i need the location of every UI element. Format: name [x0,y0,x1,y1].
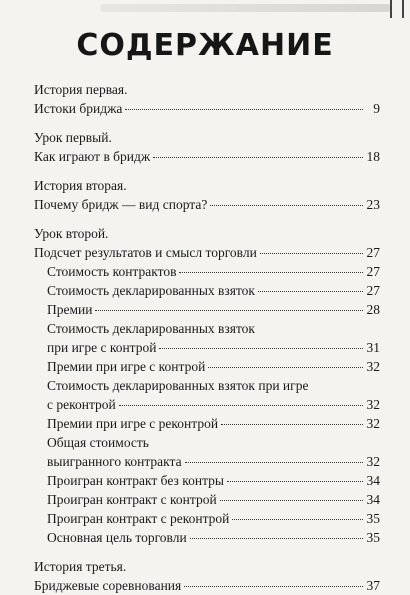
toc-page-number: 27 [366,283,380,298]
leader-dots [190,538,363,539]
toc-page-number: 27 [366,245,380,260]
toc-page-number: 9 [373,101,380,116]
toc-entry-title: Премии [47,302,93,317]
toc-entry-title: Проигран контракт с контрой [47,492,217,507]
toc-subentry[interactable] [34,281,380,300]
toc-entry-title: Премии при игре с реконтрой [47,416,219,431]
toc-entry[interactable] [34,147,380,166]
toc-page-number: 37 [366,578,380,593]
leader-dots [125,109,363,110]
leader-dots [221,424,363,425]
toc-subentry-heading: Стоимость декларированных взяток [47,321,255,336]
leader-dots [153,157,363,158]
leader-dots [227,481,363,482]
toc-entry[interactable] [34,195,380,214]
table-of-contents [34,80,380,595]
toc-page-number: 27 [366,264,380,279]
page-header-strip [0,0,410,22]
toc-page-number: 31 [366,340,380,355]
toc-entry[interactable] [34,99,380,118]
toc-entry-title: Почему бридж — вид спорта? [34,197,208,212]
toc-subentry[interactable] [34,528,380,547]
toc-section-heading: Урок второй. [34,226,109,241]
toc-entry-title: Подсчет результатов и смысл торговли [34,245,257,260]
toc-entry-title: выигранного контракта [47,454,182,469]
toc-entry-title: Истоки бриджа [34,101,123,116]
toc-subentry[interactable] [34,300,380,319]
toc-page-number: 32 [366,397,380,412]
toc-subentry[interactable] [34,357,380,376]
toc-entry-title: с реконтрой [47,397,116,412]
leader-dots [208,367,363,368]
toc-page-number: 18 [366,149,380,164]
toc-page-number: 28 [366,302,380,317]
toc-entry[interactable] [34,243,380,262]
toc-subentry[interactable] [34,338,380,357]
toc-subentry[interactable] [34,490,380,509]
toc-page-number: 34 [366,473,380,488]
toc-page-number: 32 [366,454,380,469]
leader-dots [210,205,363,206]
toc-subentry[interactable] [34,262,380,281]
toc-entry-title: при игре с контрой [47,340,157,355]
toc-page-number: 32 [366,359,380,374]
header-bleed-through [100,4,390,12]
toc-entry-title: Проигран контракт с реконтрой [47,511,230,526]
toc-subentry[interactable] [34,395,380,414]
toc-entry[interactable] [34,576,380,595]
toc-page-number: 32 [366,416,380,431]
toc-entry-title: Стоимость декларированных взяток [47,283,255,298]
toc-subentry[interactable] [34,452,380,471]
toc-page-number: 23 [366,197,380,212]
leader-dots [159,348,363,349]
toc-entry-title: Как играют в бридж [34,149,151,164]
toc-subentry-heading: Стоимость декларированных взяток при игре [47,378,309,393]
toc-page-number: 35 [366,530,380,545]
toc-entry-title: Основная цель торговли [47,530,187,545]
toc-page-number: 35 [366,511,380,526]
toc-subentry-heading: Общая стоимость [47,435,149,450]
leader-dots [179,272,363,273]
leader-dots [258,291,363,292]
leader-dots [260,253,363,254]
toc-entry-title: Бриджевые соревнования [34,578,182,593]
leader-dots [185,462,363,463]
leader-dots [184,586,363,587]
page-marker [390,0,404,18]
toc-section-heading: История третья. [34,559,127,574]
leader-dots [95,310,363,311]
page-title: СОДЕРЖАНИЕ [76,28,334,63]
toc-subentry[interactable] [34,414,380,433]
leader-dots [119,405,363,406]
toc-entry-title: Стоимость контрактов [47,264,177,279]
toc-section-heading: История вторая. [34,178,127,193]
toc-entry-title: Проигран контракт без контры [47,473,224,488]
leader-dots [220,500,363,501]
toc-page-number: 34 [366,492,380,507]
toc-subentry[interactable] [34,509,380,528]
toc-section-heading: Урок первый. [34,130,112,145]
toc-subentry[interactable] [34,471,380,490]
toc-section-heading: История первая. [34,82,128,97]
toc-entry-title: Премии при игре с контрой [47,359,206,374]
leader-dots [232,519,363,520]
